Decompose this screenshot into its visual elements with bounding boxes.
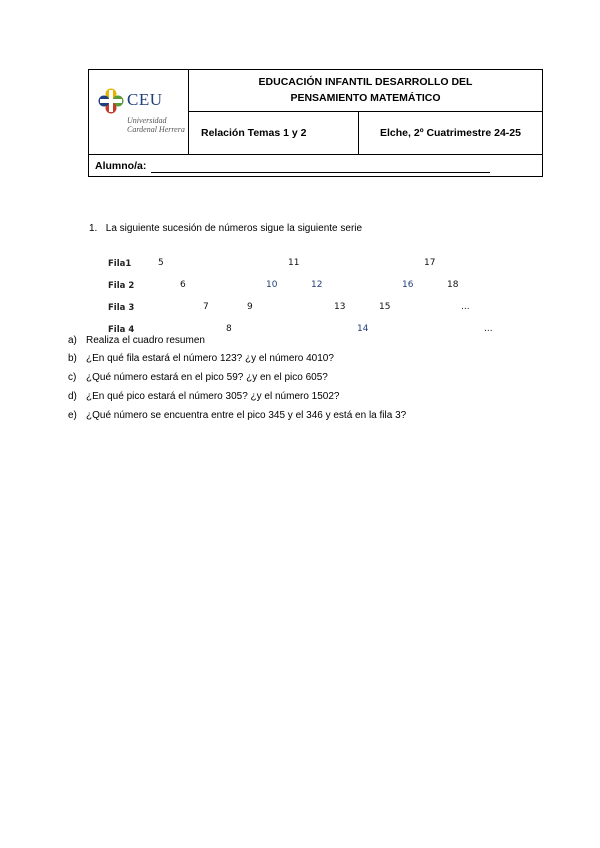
series-row-label: Fila 2 xyxy=(108,281,135,291)
logo-subtitle-line1: Universidad xyxy=(127,116,167,125)
sub-question-text: Realiza el cuadro resumen xyxy=(86,335,205,346)
course-title xyxy=(189,70,542,112)
sub-question-letter: e) xyxy=(68,410,77,421)
series-cell: 7 xyxy=(203,302,209,312)
series-cell: ... xyxy=(461,302,470,312)
series-cell: 6 xyxy=(180,280,186,290)
sub-question-b xyxy=(68,353,334,364)
course-title-line2: PENSAMIENTO MATEMÁTICO xyxy=(290,92,441,104)
alumno-row xyxy=(89,154,542,176)
series-cell: 16 xyxy=(402,280,414,290)
series-cell: 5 xyxy=(158,258,164,268)
sub-question-text: ¿En qué fila estará el número 123? ¿y el número 4010? xyxy=(86,353,334,364)
logo-cell xyxy=(89,70,189,154)
question-1-text: La siguiente sucesión de números sigue la siguiente serie xyxy=(105,223,363,234)
series-cell: ... xyxy=(484,324,493,334)
relacion-label: Relación Temas 1 y 2 xyxy=(189,112,359,154)
sub-question-letter: c) xyxy=(68,372,77,383)
sub-question-c xyxy=(68,372,328,383)
series-cell: 10 xyxy=(266,280,278,290)
series-row-label: Fila 4 xyxy=(108,325,135,335)
sub-question-text: ¿Qué número se encuentra entre el pico 345 y el 346 y está en la fila 3? xyxy=(86,410,407,421)
series-cell: 8 xyxy=(226,324,232,334)
question-1 xyxy=(89,223,362,234)
alumno-label: Alumno/a: xyxy=(95,160,147,172)
sub-question-e xyxy=(68,410,406,421)
sub-question-letter: d) xyxy=(68,391,77,402)
logo-subtitle-line2: Cardenal Herrera xyxy=(127,125,185,134)
sub-question-letter: b) xyxy=(68,353,77,364)
header-table xyxy=(88,69,543,177)
series-row-label: Fila1 xyxy=(108,259,132,269)
series-cell: 13 xyxy=(334,302,346,312)
sub-question-text: ¿En qué pico estará el número 305? ¿y el número 1502? xyxy=(86,391,340,402)
alumno-name-line[interactable] xyxy=(151,172,490,173)
series-cell: 18 xyxy=(447,280,459,290)
ceu-logo-icon xyxy=(98,88,124,114)
sub-question-letter: a) xyxy=(68,335,77,346)
series-row-label: Fila 3 xyxy=(108,303,135,313)
logo-name: CEU xyxy=(127,90,163,109)
sub-question-a xyxy=(68,335,205,346)
series-cell: 11 xyxy=(288,258,300,268)
series-cell: 17 xyxy=(424,258,436,268)
location-term: Elche, 2º Cuatrimestre 24-25 xyxy=(380,127,521,139)
series-cell: 15 xyxy=(379,302,391,312)
logo-subtitle xyxy=(127,116,185,134)
series-cell: 12 xyxy=(311,280,323,290)
series-cell: 14 xyxy=(357,324,369,334)
question-1-number: 1. xyxy=(89,223,98,234)
sub-question-d xyxy=(68,391,340,402)
course-title-line1: EDUCACIÓN INFANTIL DESARROLLO DEL xyxy=(258,76,473,88)
series-cell: 9 xyxy=(247,302,253,312)
sub-question-text: ¿Qué número estará en el pico 59? ¿y en el pico 605? xyxy=(86,372,328,383)
